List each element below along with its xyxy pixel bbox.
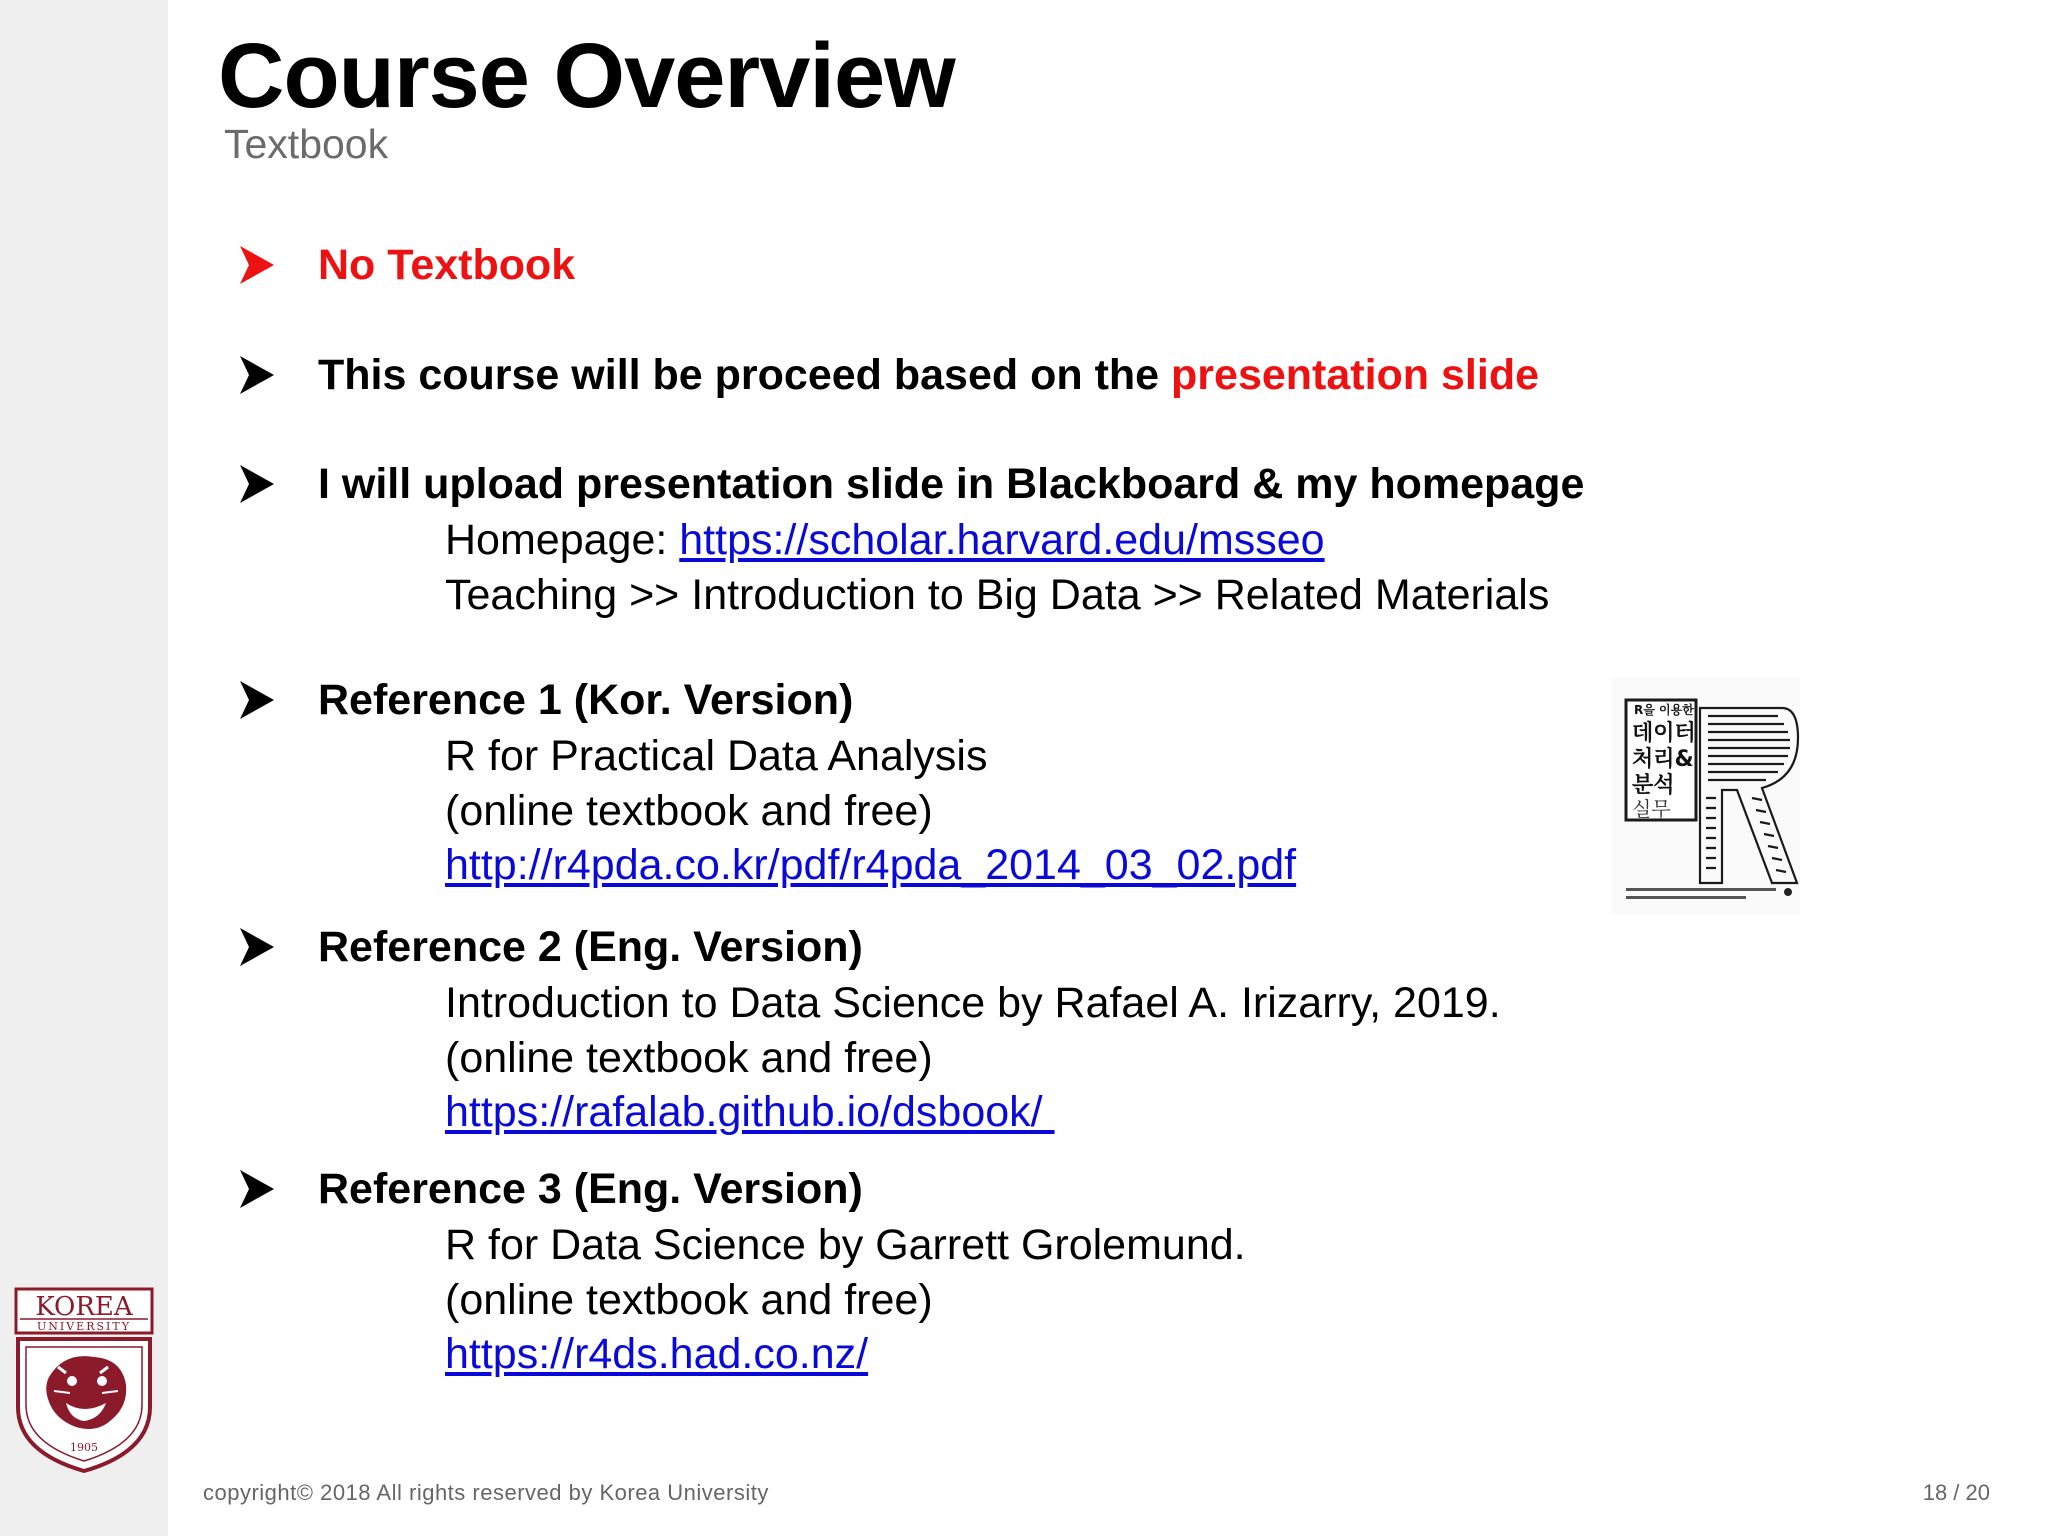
svg-text:처리&: 처리& [1632, 747, 1694, 772]
bullet-reference-3 [240, 1164, 1246, 1382]
homepage-line: Homepage: https://scholar.harvard.edu/msseo [445, 516, 1325, 564]
bullet-text: Reference 2 (Eng. Version) [318, 923, 863, 971]
arrow-bullet-icon [240, 1170, 274, 1208]
page-number: 18 / 20 [1922, 1480, 1990, 1505]
bullet-reference-1 [240, 675, 1296, 893]
reference-link-line [445, 838, 1296, 893]
svg-text:데이터: 데이터 [1632, 721, 1696, 746]
svg-text:실무: 실무 [1632, 797, 1671, 821]
svg-text:R을 이용한: R을 이용한 [1634, 703, 1694, 717]
footer-copyright: copyright© 2018 All rights reserved by Korea University [203, 1480, 769, 1505]
arrow-bullet-icon [240, 681, 274, 719]
arrow-bullet-icon [240, 465, 274, 503]
bullet-text: Reference 1 (Kor. Version) [318, 676, 854, 724]
reference-book: R for Practical Data Analysis [445, 732, 988, 780]
homepage-link[interactable]: https://scholar.harvard.edu/msseo [679, 516, 1325, 564]
svg-text:KOREA: KOREA [35, 1292, 133, 1322]
book-cover-image [1612, 678, 1800, 914]
red-arrow-bullet-icon [240, 246, 274, 284]
reference-link-line [445, 1085, 1501, 1140]
reference-note: (online textbook and free) [445, 786, 933, 835]
bullet-text: Reference 3 (Eng. Version) [318, 1165, 863, 1213]
reference-link-line [445, 1327, 1246, 1382]
materials-path: Teaching >> Introduction to Big Data >> Related Materials [445, 570, 1550, 619]
arrow-bullet-icon [240, 928, 274, 966]
reference-note: (online textbook and free) [445, 1033, 933, 1082]
reference-book: Introduction to Data Science by Rafael A. Irizarry, 2019. [445, 979, 1501, 1027]
bullet-upload [240, 459, 1585, 622]
bullet-text: I will upload presentation slide in Blackboard & my homepage [318, 460, 1585, 508]
slide-title: Course Overview [218, 25, 955, 127]
bullet-text: This course will be proceed based on the presentation slide [318, 351, 1540, 399]
korea-university-logo [14, 1287, 154, 1473]
slide-subtitle: Textbook [224, 121, 389, 167]
reference-link[interactable]: https://rafalab.github.io/dsbook/ [445, 1088, 1055, 1136]
svg-text:분석: 분석 [1632, 773, 1675, 798]
bullet-text: No Textbook [318, 241, 576, 289]
reference-link[interactable]: https://r4ds.had.co.nz/ [445, 1330, 869, 1378]
svg-text:UNIVERSITY: UNIVERSITY [37, 1320, 131, 1333]
highlight-text: presentation slide [1171, 351, 1540, 399]
reference-link[interactable]: http://r4pda.co.kr/pdf/r4pda_2014_03_02.pdf [445, 841, 1297, 889]
reference-note: (online textbook and free) [445, 1275, 933, 1324]
bullet-reference-2 [240, 922, 1501, 1140]
reference-book: R for Data Science by Garrett Grolemund. [445, 1221, 1246, 1269]
arrow-bullet-icon [240, 356, 274, 394]
svg-text:1905: 1905 [70, 1441, 98, 1454]
